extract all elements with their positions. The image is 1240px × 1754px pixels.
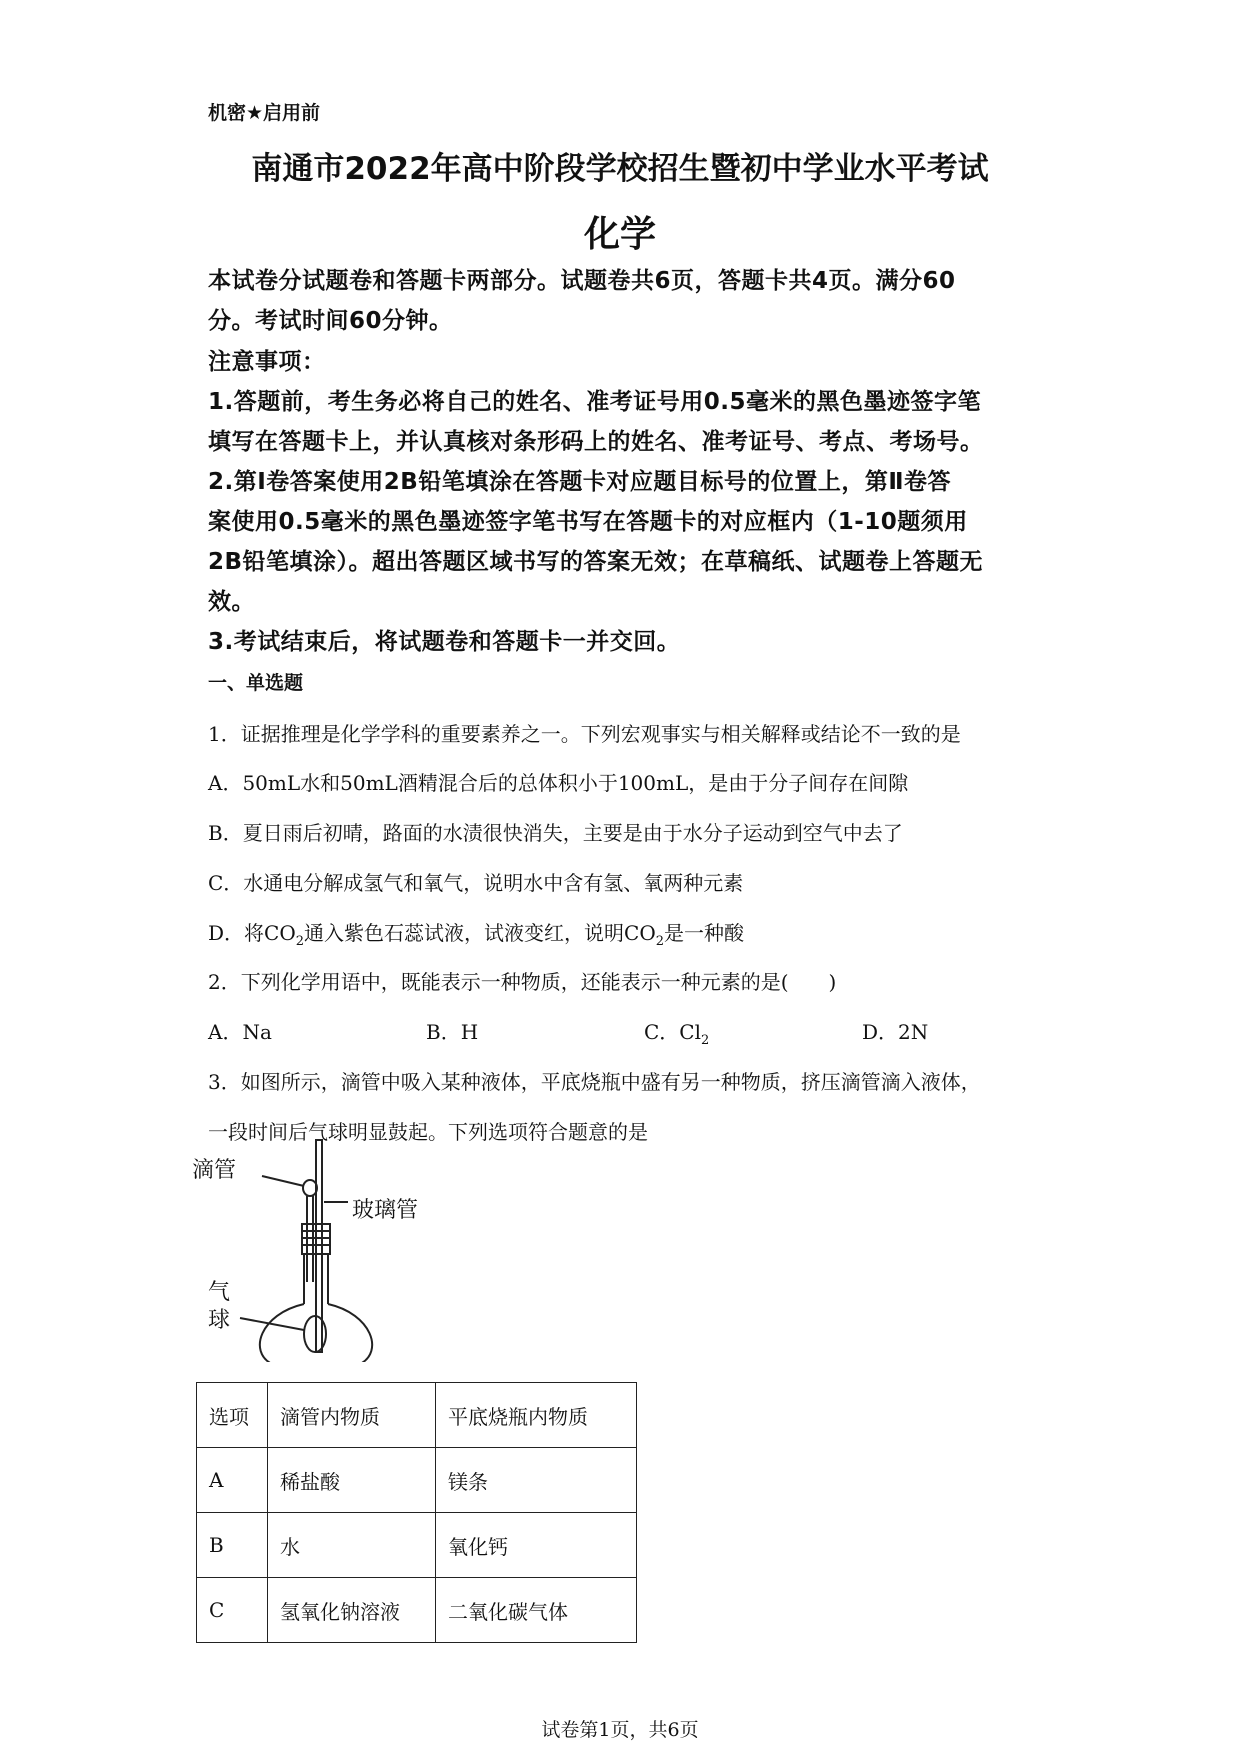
table-header-row [197, 1383, 637, 1448]
q1-d-text: D．将CO [208, 921, 296, 945]
table-header-cell: 选项 [197, 1383, 268, 1448]
intro-line: 本试卷分试题卷和答题卡两部分。试题卷共6页，答题卡共4页。满分60 [208, 268, 956, 294]
table-row [197, 1578, 637, 1643]
q1-d-text: 通入紫色石蕊试液，试液变红，说明CO [304, 921, 656, 945]
apparatus-diagram [200, 1132, 450, 1362]
subscript: 2 [295, 934, 305, 949]
q3-stem: 一段时间后气球明显鼓起。下列选项符合题意的是 [208, 1120, 648, 1144]
table-cell: 镁条 [436, 1448, 637, 1513]
notice-item-2: 效。 [208, 589, 255, 615]
balloon-label: 球 [208, 1307, 231, 1332]
q2-option-a: A．Na [208, 1020, 272, 1044]
subscript: 2 [701, 1033, 710, 1048]
q3-options-table [196, 1382, 637, 1643]
q1-stem: 1．证据推理是化学学科的重要素养之一。下列宏观事实与相关解释或结论不一致的是 [208, 722, 961, 746]
notice-item-1: 1.答题前，考生务必将自己的姓名、准考证号用0.5毫米的黑色墨迹签字笔 [208, 389, 981, 415]
q2-options [208, 1016, 928, 1048]
table-row [197, 1448, 637, 1513]
confidential-mark: 机密★启用前 [208, 102, 321, 124]
q1-option-c: C．水通电分解成氢气和氧气，说明水中含有氢、氧两种元素 [208, 871, 744, 895]
notice-item-2: 2B铅笔填涂）。超出答题区域书写的答案无效；在草稿纸、试题卷上答题无 [208, 549, 984, 575]
q2-option-b: B．H [426, 1020, 479, 1044]
dropper-pointer [262, 1176, 304, 1186]
exam-title: 南通市2022年高中阶段学校招生暨初中学业水平考试 [251, 151, 989, 187]
table-cell: 氢氧化钠溶液 [268, 1578, 436, 1643]
table-cell: 氧化钙 [436, 1513, 637, 1578]
table-cell: C [197, 1578, 268, 1643]
q1-option-b: B．夏日雨后初晴，路面的水渍很快消失，主要是由于水分子运动到空气中去了 [208, 821, 903, 845]
table-cell: A [197, 1448, 268, 1513]
q1-option-a: A．50mL水和50mL酒精混合后的总体积小于100mL，是由于分子间存在间隙 [208, 771, 909, 795]
q2-stem: 2．下列化学用语中，既能表示一种物质，还能表示一种元素的是( ) [208, 970, 837, 994]
q1-option-d [208, 917, 744, 949]
glass-tube-label: 玻璃管 [352, 1197, 419, 1222]
dropper-label: 滴管 [192, 1157, 237, 1182]
table-cell: 稀盐酸 [268, 1448, 436, 1513]
dropper-bulb [303, 1180, 317, 1196]
subject-title: 化学 [583, 214, 656, 255]
table-header-cell: 滴管内物质 [268, 1383, 436, 1448]
q2-option-c [644, 1016, 862, 1048]
notice-item-1: 填写在答题卡上，并认真核对条形码上的姓名、准考证号、考点、考场号。 [208, 429, 984, 455]
q3-stem: 3．如图所示，滴管中吸入某种液体，平底烧瓶中盛有另一种物质，挤压滴管滴入液体， [208, 1070, 981, 1094]
balloon-label: 气 [208, 1279, 231, 1304]
q2-c-text: C．Cl [644, 1020, 702, 1044]
page-footer: 试卷第1页，共6页 [541, 1719, 699, 1741]
section-heading: 一、单选题 [208, 672, 304, 694]
table-cell: 二氧化碳气体 [436, 1578, 637, 1643]
notice-item-2: 案使用0.5毫米的黑色墨迹签字笔书写在答题卡的对应框内（1-10题须用 [208, 509, 968, 535]
q1-d-text: 是一种酸 [664, 921, 744, 945]
notice-heading: 注意事项： [208, 349, 326, 375]
table-cell: B [197, 1513, 268, 1578]
notice-item-3: 3.考试结束后，将试题卷和答题卡一并交回。 [208, 629, 681, 655]
intro-line: 分。考试时间60分钟。 [208, 308, 453, 334]
table-row [197, 1513, 637, 1578]
table-cell: 水 [268, 1513, 436, 1578]
subscript: 2 [655, 934, 664, 949]
q2-option-d: D．2N [862, 1020, 929, 1044]
notice-item-2: 2.第Ⅰ卷答案使用2B铅笔填涂在答题卡对应题目标号的位置上，第Ⅱ卷答 [208, 469, 951, 495]
table-header-cell: 平底烧瓶内物质 [436, 1383, 637, 1448]
